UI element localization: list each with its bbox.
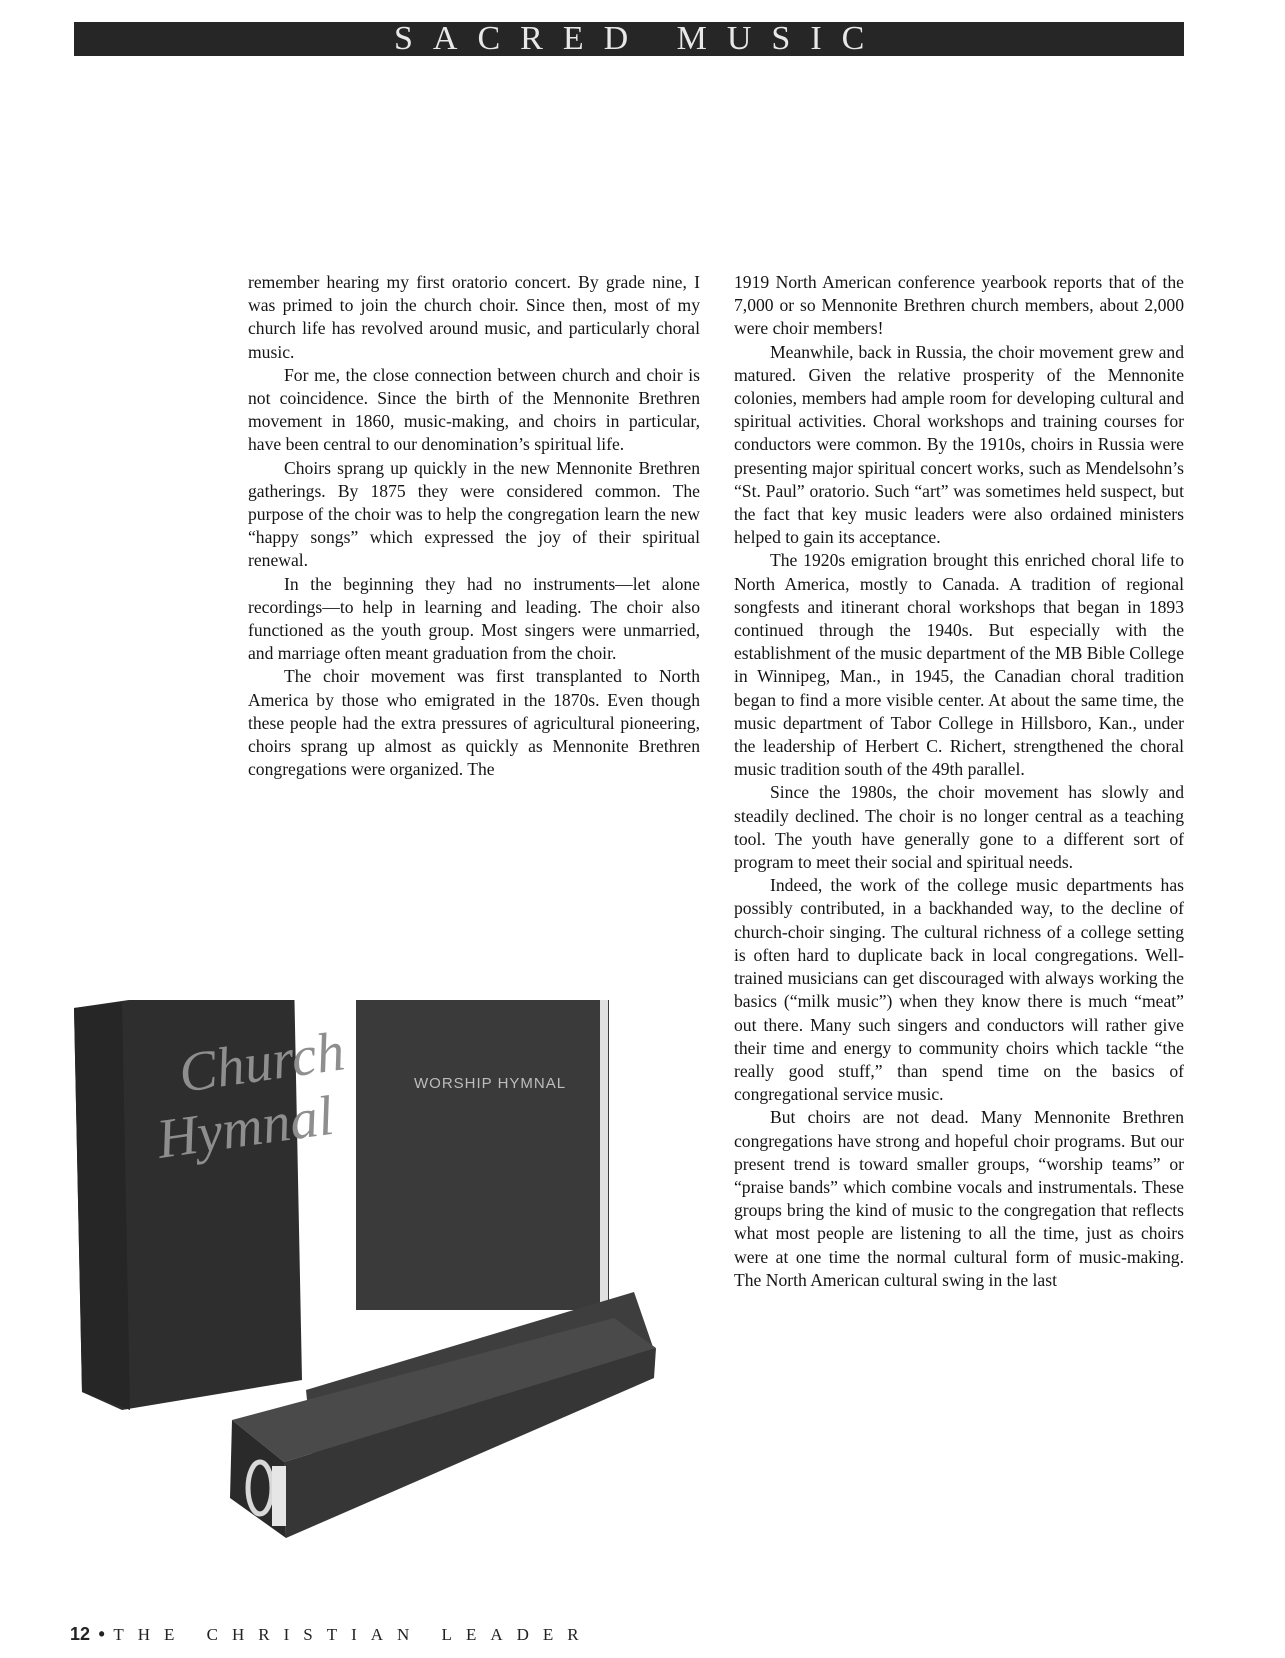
paragraph: For me, the close connection between church and choir is not coincidence. Since the birth of the Mennonite Brethren movement in 1860, music-making, and choirs in particular, have been central to our denomination’s spiritual life. bbox=[248, 364, 700, 455]
article-column-left bbox=[248, 271, 700, 781]
footer-separator: • bbox=[98, 1624, 105, 1644]
page-number: 12 bbox=[70, 1624, 91, 1644]
magazine-name: THE CHRISTIAN LEADER bbox=[113, 1625, 593, 1644]
worship-hymnal-title: WORSHIP HYMNAL bbox=[414, 1075, 567, 1092]
church-hymnal-title-line2: Hymnal bbox=[153, 1084, 338, 1171]
paragraph: Meanwhile, back in Russia, the choir movement grew and matured. Given the relative prosperity of the Mennonite colonies, members had ample room for developing cultural and spiritual activities. Choral workshops and training courses for conductors were common. By the 1910s, choirs in Russia were presenting major spiritual concert works, such as Mendelsohn’s “St. Paul” oratorio. Such “art” was sometimes held suspect, but the fact that key music leaders were also ordained ministers helped to gain its acceptance. bbox=[734, 341, 1184, 548]
worship-hymnal-book bbox=[356, 1000, 609, 1310]
paragraph: The 1920s emigration brought this enriched choral life to North America, mostly to Canada. A tradition of regional songfests and itinerant choral workshops that began in 1893 continued through the 1940s. But especially with the establishment of the music department of the MB Bible College in Winnipeg, Man., in 1945, the Canadian choral tradition began to find a more visible center. At about the same time, the music department of Tabor College in Hillsboro, Kan., under the leadership of Herbert C. Richert, strengthened the choral music tradition south of the 49th parallel. bbox=[734, 550, 1185, 780]
page-footer bbox=[70, 1624, 593, 1645]
section-title: SACRED MUSIC bbox=[394, 20, 885, 57]
article-column-right bbox=[734, 271, 1184, 1292]
section-banner bbox=[74, 22, 1184, 56]
paragraph: In the beginning they had no instruments—let alone recordings—to help in learning and leading. The choir also functioned as the youth group. Most singers were unmarried, and marriage often meant graduation from the choir. bbox=[248, 573, 700, 664]
paragraph: The choir movement was first transplanted to North America by those who emigrated in the 1870s. Even though these people had the extra pressures of agricultural pioneering, choirs sprang up almost as quickly as Mennonite Brethren congregations were organized. The bbox=[248, 666, 700, 780]
church-hymnal-book bbox=[74, 1000, 348, 1410]
paragraph: Since the 1980s, the choir movement has slowly and steadily declined. The choir is no longer central as a teaching tool. The youth have generally gone to a different sort of program to meet their social and spiritual needs. bbox=[734, 782, 1184, 873]
paragraph: remember hearing my first oratorio concert. By grade nine, I was primed to join the church choir. Since then, most of my church life has revolved around music, and particularly choral music. bbox=[248, 272, 700, 362]
church-hymnal-title-line1: Church bbox=[175, 1020, 349, 1105]
paragraph: Choirs sprang up quickly in the new Mennonite Brethren gatherings. By 1875 they were considered common. The purpose of the choir was to help the congregation learn the new “happy songs” which expressed the joy of their spiritual renewal. bbox=[248, 457, 700, 571]
paragraph: But choirs are not dead. Many Mennonite Brethren congregations have strong and hopeful choir programs. But our present trend is toward smaller groups, “worship teams” or “praise bands” which combine vocals and instrumentals. These groups bring the kind of music to the congregation that reflects what most people are listening to all the time, just as choirs were at one time the normal cultural form of music-making. The North American cultural swing in the last bbox=[734, 1107, 1184, 1290]
hymnals-illustration bbox=[74, 1000, 702, 1600]
paragraph: Indeed, the work of the college music departments has possibly contributed, in a backhanded way, to the decline of church-choir singing. The cultural richness of a college setting is often hard to duplicate back in local congregations. Well-trained musicians can get discouraged with always working the basics (“milk music”) when they know there is much “meat” out there. Many such singers and conductors will rather give their time and energy to community choirs which tackle “the really good stuff,” than spend time on the basics of congregational service music. bbox=[734, 875, 1184, 1105]
hymnals-photo bbox=[74, 1000, 702, 1600]
paragraph: 1919 North American conference yearbook reports that of the 7,000 or so Mennonite Brethren church members, about 2,000 were choir members! bbox=[734, 272, 1184, 339]
